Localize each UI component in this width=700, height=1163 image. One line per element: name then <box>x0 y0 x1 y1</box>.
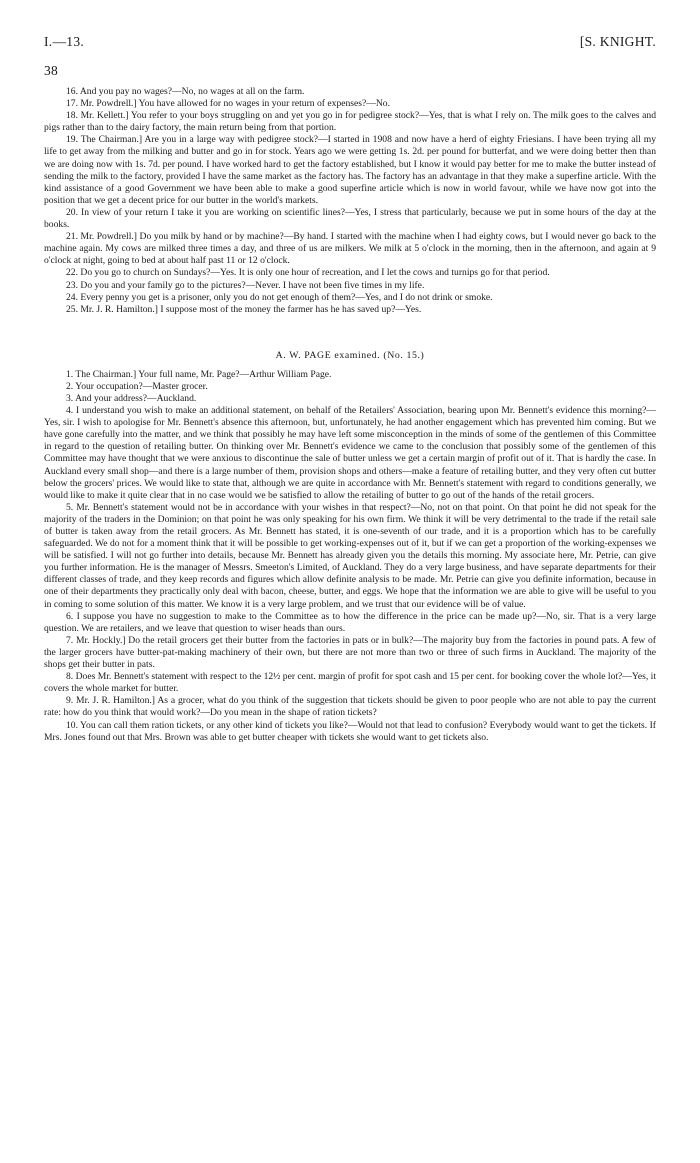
paragraph: 16. And you pay no wages?—No, no wages at all on the farm. <box>66 86 305 97</box>
paragraph: 19. The Chairman.] Are you in a large way with pedigree stock?—I started in 1908 and now have a herd of eighty Friesians. I have been trying all my life to get away from the milking and butter and go in for stock. Years ago we were getting 1s. 2d. per pound for butterfat, and we were doing better then than we are doing now with 1s. 7d. per pound. I have worked hard to get the factory established, but I know it would pay better for me to make the butter instead of sending the milk to the factory, provided I have the same market as the factory has. The factory has an advantage in that they make a superfine article. With the kind assistance of a good Government we have been able to make a good superfine article which is now in world favour, while we have now got into the position that we get a decent price for our butter in the world's markets. <box>44 134 656 206</box>
paragraph: 2. Your occupation?—Master grocer. <box>66 380 208 392</box>
page-header <box>44 34 656 56</box>
paragraph: 21. Mr. Powdrell.] Do you milk by hand or by machine?—By hand. I started with the machine when I had eighty cows, but I would never go back to the machine again. My cows are milked three times a day, and three of us are milkers. We milk at 5 o'clock in the morning, then in the afternoon, and again at 9 o'clock at night, going to bed at about half past 11 or 12 o'clock. <box>44 231 656 267</box>
paragraph: 17. Mr. Powdrell.] You have allowed for no wages in your return of expenses?—No. <box>66 98 390 110</box>
section-knight-evidence <box>44 86 656 316</box>
paragraph: 7. Mr. Hockly.] Do the retail grocers get their butter from the factories in pats or in bulk?—The majority buy from the factories in pound pats. A few of the larger grocers have butter-pat-making machinery of their own, but there are not more than two or three of such firms in Auckland. The majority of the shops get their butter in pats. <box>44 634 656 671</box>
document-body <box>44 86 656 744</box>
header-left: I.—13. <box>44 34 85 49</box>
paragraph: 20. In view of your return I take it you are working on scientific lines?—Yes, I stress that particularly, because we put in some hours of the day at the books. <box>44 206 656 231</box>
paragraph: 1. The Chairman.] Your full name, Mr. Page?—Arthur William Page. <box>66 368 332 380</box>
page-number: 38 <box>44 63 59 78</box>
paragraph: 5. Mr. Bennett's statement would not be in accordance with your wishes in that respect?—No, not on that point. On that point he did not speak for the majority of the traders in the Dominion; on that point he was only speaking for his own firm. We think it will be very detrimental to the trade if the retail sale of butter is taken away from the retail grocers. As Mr. Bennett has stated, it is one-seventh of our trade, and it is a proportion which has to be carefully safeguarded. We do not for a moment think that it will be possible to get working-expenses out of it, but if we can get a proportion of the working-expenses we will be satisfied. I will not go further into details, because Mr. Bennett has already given you the details this morning. My associate here, Mr. Petrie, can give you further information. He is the manager of Messrs. Smeeton's Limited, of Auckland. They do a very large business, and have separate departments for their different classes of trade, and they keep records and figures which allow definite analysis to be made. Mr. Petrie can give you definite information, because in one of their departments they practically only deal with bacon, cheese, butter, and eggs. We hope that the information we are able to give will be useful to you in coming to some solution of this matter. We know it is a very large problem, and we trust that our evidence will be of value. <box>44 501 656 610</box>
paragraph: 6. I suppose you have no suggestion to make to the Committee as to how the difference in the price can be made up?—No, sir. That is a very large question. We are retailers, and we leave that question to wiser heads than ours. <box>44 610 656 634</box>
paragraph: 22. Do you go to church on Sundays?—Yes. It is only one hour of recreation, and I let the cows and turnips go for that period. <box>66 267 550 279</box>
paragraph: 9. Mr. J. R. Hamilton.] As a grocer, what do you think of the suggestion that tickets should be given to poor people who are not able to pay the current rate: how do you think that would work?—Do you mean in the shape of ration tickets? <box>44 695 656 719</box>
paragraph: 8. Does Mr. Bennett's statement with respect to the 12½ per cent. margin of profit for spot cash and 15 per cent. for booking cover the whole lot?—Yes, it covers the whole market for butter. <box>44 671 656 695</box>
paragraph: 24. Every penny you get is a prisoner, only you do not get enough of them?—Yes, and I do not drink or smoke. <box>66 291 493 303</box>
header-right: [S. KNIGHT. <box>579 34 656 49</box>
paragraph: 23. Do you and your family go to the pictures?—Never. I have not been five times in my life. <box>66 279 425 291</box>
paragraph: 18. Mr. Kellett.] You refer to your boys struggling on and yet you go in for pedigree stock?—Yes, that is what I rely on. The milk goes to the calves and pigs rather than to the dairy factory, the main return being from that portion. <box>44 110 656 134</box>
paragraph: 10. You can call them ration tickets, or any other kind of tickets you like?—Would not that lead to confusion? Everybody would want to get the tickets. If Mrs. Jones found out that Mrs. Brown was able to get butter cheaper with tickets she would want to get tickets also. <box>44 719 656 743</box>
paragraph: 3. And your address?—Auckland. <box>66 392 197 404</box>
paragraph: 4. I understand you wish to make an additional statement, on behalf of the Retailers' Association, bearing upon Mr. Bennett's evidence this morning?—Yes, sir. I wish to apologise for Mr. Bennett's absence this afternoon, but, unfortunately, he had another engagement which has prevented him coming. But we have gone carefully into the matter, and we think that possibly he may have left some misconception in the minds of some of the gentlemen of this Committee in regard to the question of retailing butter. On thinking over Mr. Bennett's evidence we came to the conclusion that possibly some of the gentlemen of this Committee may have thought that we were anxious to discontinue the sale of butter unless we get a certain margin of profit out of it. That is hardly the case. In Auckland every small shop—and there is a large number of them, provision shops and others—make a feature of retailing butter, and they very often cut butter below the grocers' prices. We would like to state that, although we are quite in accordance with Mr. Bennett's statement with regard to conditions generally, we would like to make it quite clear that in no case would we be satisfied to allow the retailing of butter to go out of the hands of the retail grocers. <box>44 405 656 501</box>
section-page-evidence <box>44 369 656 744</box>
section-heading: A. W. PAGE examined. (No. 15.) <box>275 349 425 361</box>
paragraph: 25. Mr. J. R. Hamilton.] I suppose most of the money the farmer has he has saved up?—Yes. <box>66 303 422 315</box>
